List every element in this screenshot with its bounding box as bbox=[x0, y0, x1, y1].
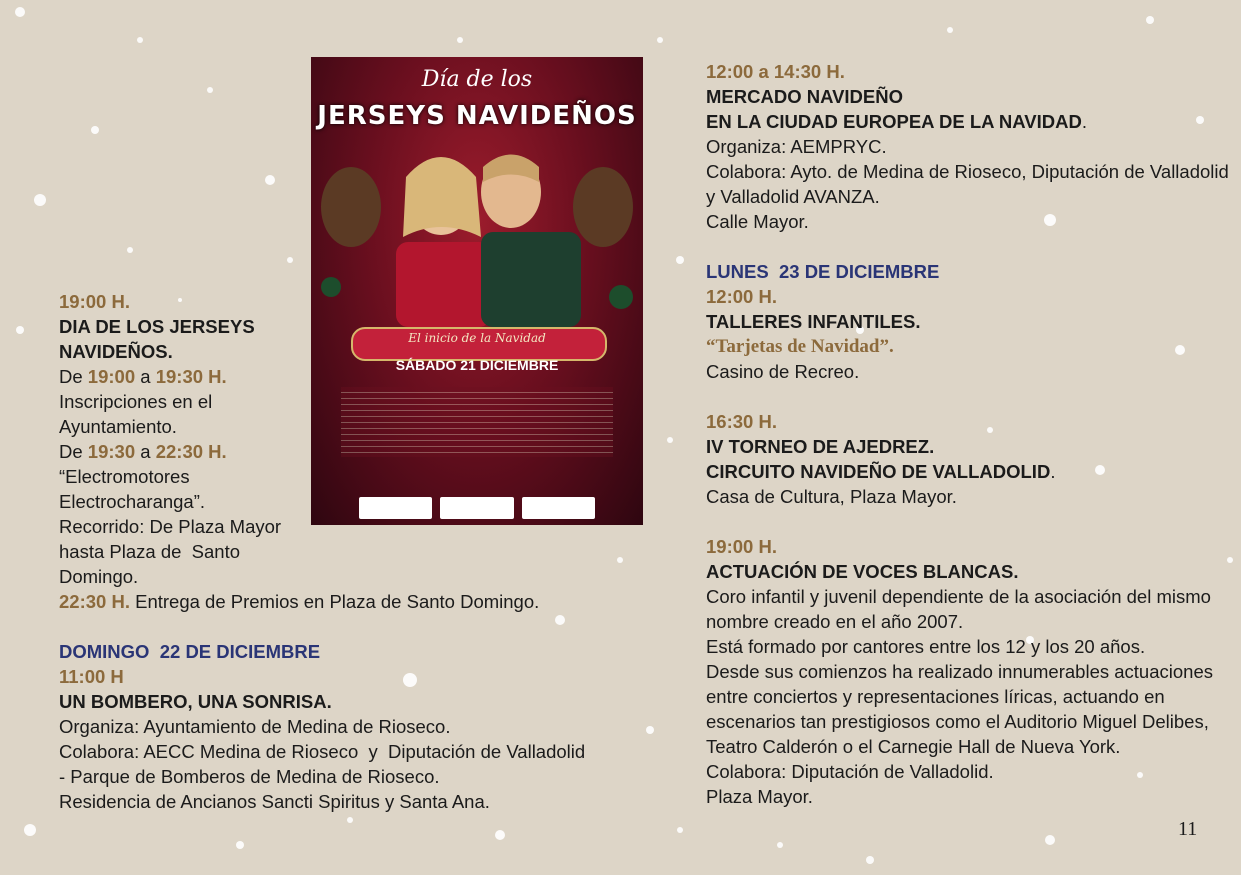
event-description: Inscripciones en el bbox=[59, 391, 213, 412]
event-place: Casino de Recreo. bbox=[706, 361, 860, 382]
event-description: Desde sus comienzos ha realizado innumerables actuaciones bbox=[706, 661, 1213, 682]
event-description: Residencia de Ancianos Sancti Spiritus y Santa Ana. bbox=[59, 791, 490, 812]
event-description: Colabora: Ayto. de Medina de Rioseco, Diputación de Valladolid bbox=[706, 161, 1229, 182]
event-description: nombre creado en el año 2007. bbox=[706, 611, 964, 632]
poster-date: SÁBADO 21 DICIEMBRE bbox=[395, 357, 559, 373]
event-description: Domingo. bbox=[59, 566, 139, 587]
right-column bbox=[706, 59, 1231, 809]
event-place: Plaza Mayor. bbox=[706, 786, 813, 807]
awards-line: 22:30 H. Entrega de Premios en Plaza de Santo Domingo. bbox=[59, 591, 540, 612]
event-title: MERCADO NAVIDEÑO bbox=[706, 86, 903, 107]
event-place: Casa de Cultura, Plaza Mayor. bbox=[706, 486, 957, 507]
poster-subtitle: El inicio de la Navidad bbox=[408, 331, 546, 345]
event-description: hasta Plaza de Santo bbox=[59, 541, 241, 562]
left-column bbox=[59, 289, 586, 814]
schedule-line: De 19:00 a 19:30 H. bbox=[59, 366, 227, 387]
event-description: Coro infantil y juvenil dependiente de la asociación del mismo bbox=[706, 586, 1211, 607]
event-description: - Parque de Bomberos de Medina de Rioseco. bbox=[59, 766, 440, 787]
event-title: DIA DE LOS JERSEYS bbox=[59, 316, 255, 337]
event-time: 16:30 H. bbox=[706, 411, 777, 432]
event-title: ACTUACIÓN DE VOCES BLANCAS. bbox=[706, 561, 1019, 582]
event-description: Electrocharanga”. bbox=[59, 491, 206, 512]
event-title: UN BOMBERO, UNA SONRISA. bbox=[59, 691, 332, 712]
poster-title-line1: Día de los bbox=[421, 67, 533, 92]
event-description: Está formado por cantores entre los 12 y los 20 años. bbox=[706, 636, 1146, 657]
day-heading: LUNES 23 DE DICIEMBRE bbox=[706, 261, 940, 282]
day-heading: DOMINGO 22 DE DICIEMBRE bbox=[59, 641, 321, 662]
event-description: entre conciertos y representaciones líricas, actuando en bbox=[706, 686, 1165, 707]
event-time: 19:00 H. bbox=[706, 536, 777, 557]
event-description: Organiza: Ayuntamiento de Medina de Rioseco. bbox=[59, 716, 451, 737]
event-title: IV TORNEO DE AJEDREZ. bbox=[706, 436, 935, 457]
event-description: Calle Mayor. bbox=[706, 211, 809, 232]
event-description: Teatro Calderón o el Carnegie Hall de Nueva York. bbox=[706, 736, 1121, 757]
event-description: Colabora: Diputación de Valladolid. bbox=[706, 761, 994, 782]
event-title: NAVIDEÑOS. bbox=[59, 341, 173, 362]
poster-title-line2: JERSEYS NAVIDEÑOS bbox=[317, 101, 637, 131]
event-time: 19:00 H. bbox=[59, 291, 130, 312]
event-description: Colabora: AECC Medina de Rioseco y Diputación de Valladolid bbox=[59, 741, 586, 762]
event-title: EN LA CIUDAD EUROPEA DE LA NAVIDAD. bbox=[706, 111, 1087, 132]
event-description: y Valladolid AVANZA. bbox=[706, 186, 880, 207]
event-time: 12:00 a 14:30 H. bbox=[706, 61, 845, 82]
event-time: 11:00 H bbox=[59, 666, 124, 687]
schedule-line: De 19:30 a 22:30 H. bbox=[59, 441, 227, 462]
page-number: 11 bbox=[1178, 818, 1198, 840]
event-description: “Electromotores bbox=[59, 466, 190, 487]
event-description: Ayuntamiento. bbox=[59, 416, 177, 437]
event-description: escenarios tan prestigiosos como el Auditorio Miguel Delibes, bbox=[706, 711, 1209, 732]
event-description: Recorrido: De Plaza Mayor bbox=[59, 516, 282, 537]
event-time: 12:00 H. bbox=[706, 286, 777, 307]
event-description: Organiza: AEMPRYC. bbox=[706, 136, 887, 157]
event-subtitle: “Tarjetas de Navidad”. bbox=[706, 336, 894, 357]
event-title: TALLERES INFANTILES. bbox=[706, 311, 921, 332]
event-title: CIRCUITO NAVIDEÑO DE VALLADOLID. bbox=[706, 461, 1056, 482]
